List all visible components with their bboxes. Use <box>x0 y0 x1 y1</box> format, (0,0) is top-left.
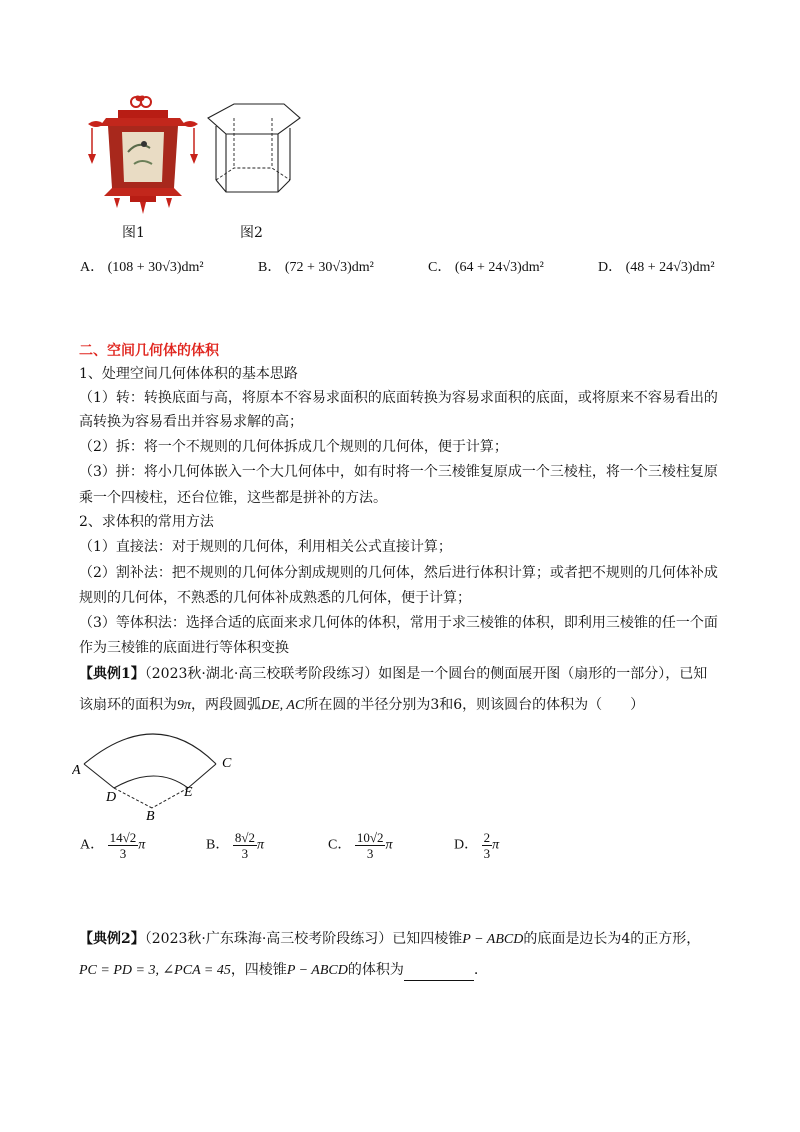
denominator: 3 <box>366 846 374 861</box>
option-d <box>598 256 715 276</box>
example-1-line-2 <box>79 695 644 716</box>
example-2-source: （2023秋·广东珠海·高三校考阶段练习） <box>144 931 393 947</box>
example-1-option-c-label: C． <box>328 837 352 853</box>
method-3-line-1: （3）等体积法：选择合适的底面来求几何体的体积，常用于求三棱锥的体积，即利用三棱锥的任一个面 <box>79 615 718 631</box>
label-c: C <box>222 756 232 771</box>
example-1-tag: 【典例1】 <box>79 666 145 682</box>
option-c-label: C． <box>428 260 452 275</box>
label-e: E <box>184 785 193 800</box>
paragraph-1-line-2: 高转换为容易看出并容易求解的高； <box>79 414 303 430</box>
example-2-conditions: PC = PD = 3, ∠PCA = 45 <box>79 963 231 978</box>
example-2-text-1b: 的底面是边长为4的正方形， <box>523 931 701 947</box>
numerator: 14√2 <box>109 830 137 845</box>
option-b-value: (72 + 30√3)dm² <box>284 260 374 275</box>
example-1-text-1: 如图是一个圆台的侧面展开图（扇形的一部分），已知 <box>378 666 708 682</box>
example-1-option-d <box>454 830 499 861</box>
example-2-text-1a: 已知四棱锥 <box>392 931 463 947</box>
option-a-label: A． <box>80 260 105 275</box>
option-d-label: D． <box>598 260 623 275</box>
answer-blank[interactable] <box>404 966 474 981</box>
pi-symbol: π <box>138 837 146 853</box>
method-1: （1）直接法：对于规则的几何体，利用相关公式直接计算； <box>79 539 452 555</box>
example-1-option-c <box>328 830 393 861</box>
paragraph-3-line-1: （3）拼：将小几何体嵌入一个大几何体中，如有时将一个三棱锥复原成一个三棱柱，将一个三棱柱复原 <box>79 464 718 480</box>
example-1-option-c-fraction <box>355 830 386 861</box>
numerator: 10√2 <box>356 830 384 845</box>
example-2-pyramid-repeat: P − ABCD <box>286 963 348 978</box>
example-2-text-2a: ，四棱锥 <box>230 962 287 978</box>
example-1-option-d-label: D． <box>454 837 479 853</box>
method-2-line-2: 规则的几何体，不熟悉的几何体补成熟悉的几何体，便于计算； <box>79 590 471 606</box>
paragraph-1-line-1: （1）转：转换底面与高，将原本不容易求面积的底面转换为容易求面积的底面，或将原来不容易看出的 <box>79 390 718 406</box>
example-1-option-d-fraction <box>482 830 493 861</box>
example-1-option-a <box>80 830 145 861</box>
paragraph-3-line-2: 乘一个四棱柱，还台位锥，这些都是拼补的方法。 <box>79 490 387 506</box>
sector-annulus-figure <box>72 724 252 820</box>
example-1-option-a-label: A． <box>80 837 105 853</box>
example-1-arcs: DE, AC <box>261 698 305 713</box>
example-2-tag: 【典例2】 <box>79 931 145 947</box>
option-a-value: (108 + 30√3)dm² <box>107 260 204 275</box>
option-b <box>258 256 374 276</box>
pi-symbol: π <box>385 837 393 853</box>
lantern-figure <box>78 92 208 217</box>
figure-2-caption: 图2 <box>240 225 263 241</box>
option-a <box>80 256 204 276</box>
example-2-text-2b: 的体积为 <box>347 962 404 978</box>
denominator: 3 <box>483 846 491 861</box>
option-d-value: (48 + 24√3)dm² <box>625 260 715 275</box>
paragraph-2: （2）拆：将一个不规则的几何体拆成几个规则的几何体，便于计算； <box>79 439 508 455</box>
example-2-end: . <box>473 962 479 978</box>
option-c <box>428 256 544 276</box>
numerator: 8√2 <box>234 830 255 845</box>
denominator: 3 <box>241 846 249 861</box>
example-1-option-b-label: B． <box>206 837 230 853</box>
example-1-text-2c: 所在圆的半径分别为3和6，则该圆台的体积为（ ） <box>304 697 645 713</box>
example-1-source: （2023秋·湖北·高三校联考阶段练习） <box>144 666 379 682</box>
label-a: A <box>72 763 81 778</box>
hexagonal-frustum-figure <box>204 100 304 212</box>
denominator: 3 <box>119 846 127 861</box>
option-b-label: B． <box>258 260 282 275</box>
example-2-pyramid: P − ABCD <box>462 932 524 947</box>
subheading-1: 1、处理空间几何体体积的基本思路 <box>79 366 298 382</box>
example-1-text-2b: ，两段圆弧 <box>191 697 262 713</box>
section-heading: 二、空间几何体的体积 <box>79 343 219 359</box>
pi-symbol: π <box>256 837 264 853</box>
pi-symbol: π <box>492 837 500 853</box>
method-2-line-1: （2）割补法：把不规则的几何体分割成规则的几何体，然后进行体积计算；或者把不规则的几何体补成 <box>79 565 718 581</box>
example-1-option-b-fraction <box>233 830 257 861</box>
example-2-line-1 <box>79 929 700 950</box>
example-2-line-2 <box>79 960 478 981</box>
method-3-line-2: 作为三棱锥的底面进行等体积变换 <box>79 640 289 656</box>
numerator: 2 <box>483 830 491 845</box>
example-1-area: 9π <box>177 698 192 713</box>
label-d: D <box>106 790 117 805</box>
option-c-value: (64 + 24√3)dm² <box>454 260 544 275</box>
example-1-option-a-fraction <box>108 830 139 861</box>
subheading-2: 2、求体积的常用方法 <box>79 514 214 530</box>
label-b: B <box>146 809 155 820</box>
example-1-line-1 <box>79 664 707 684</box>
example-1-option-b <box>206 830 264 861</box>
example-1-text-2a: 该扇环的面积为 <box>79 697 177 713</box>
figure-1-caption: 图1 <box>122 225 145 241</box>
